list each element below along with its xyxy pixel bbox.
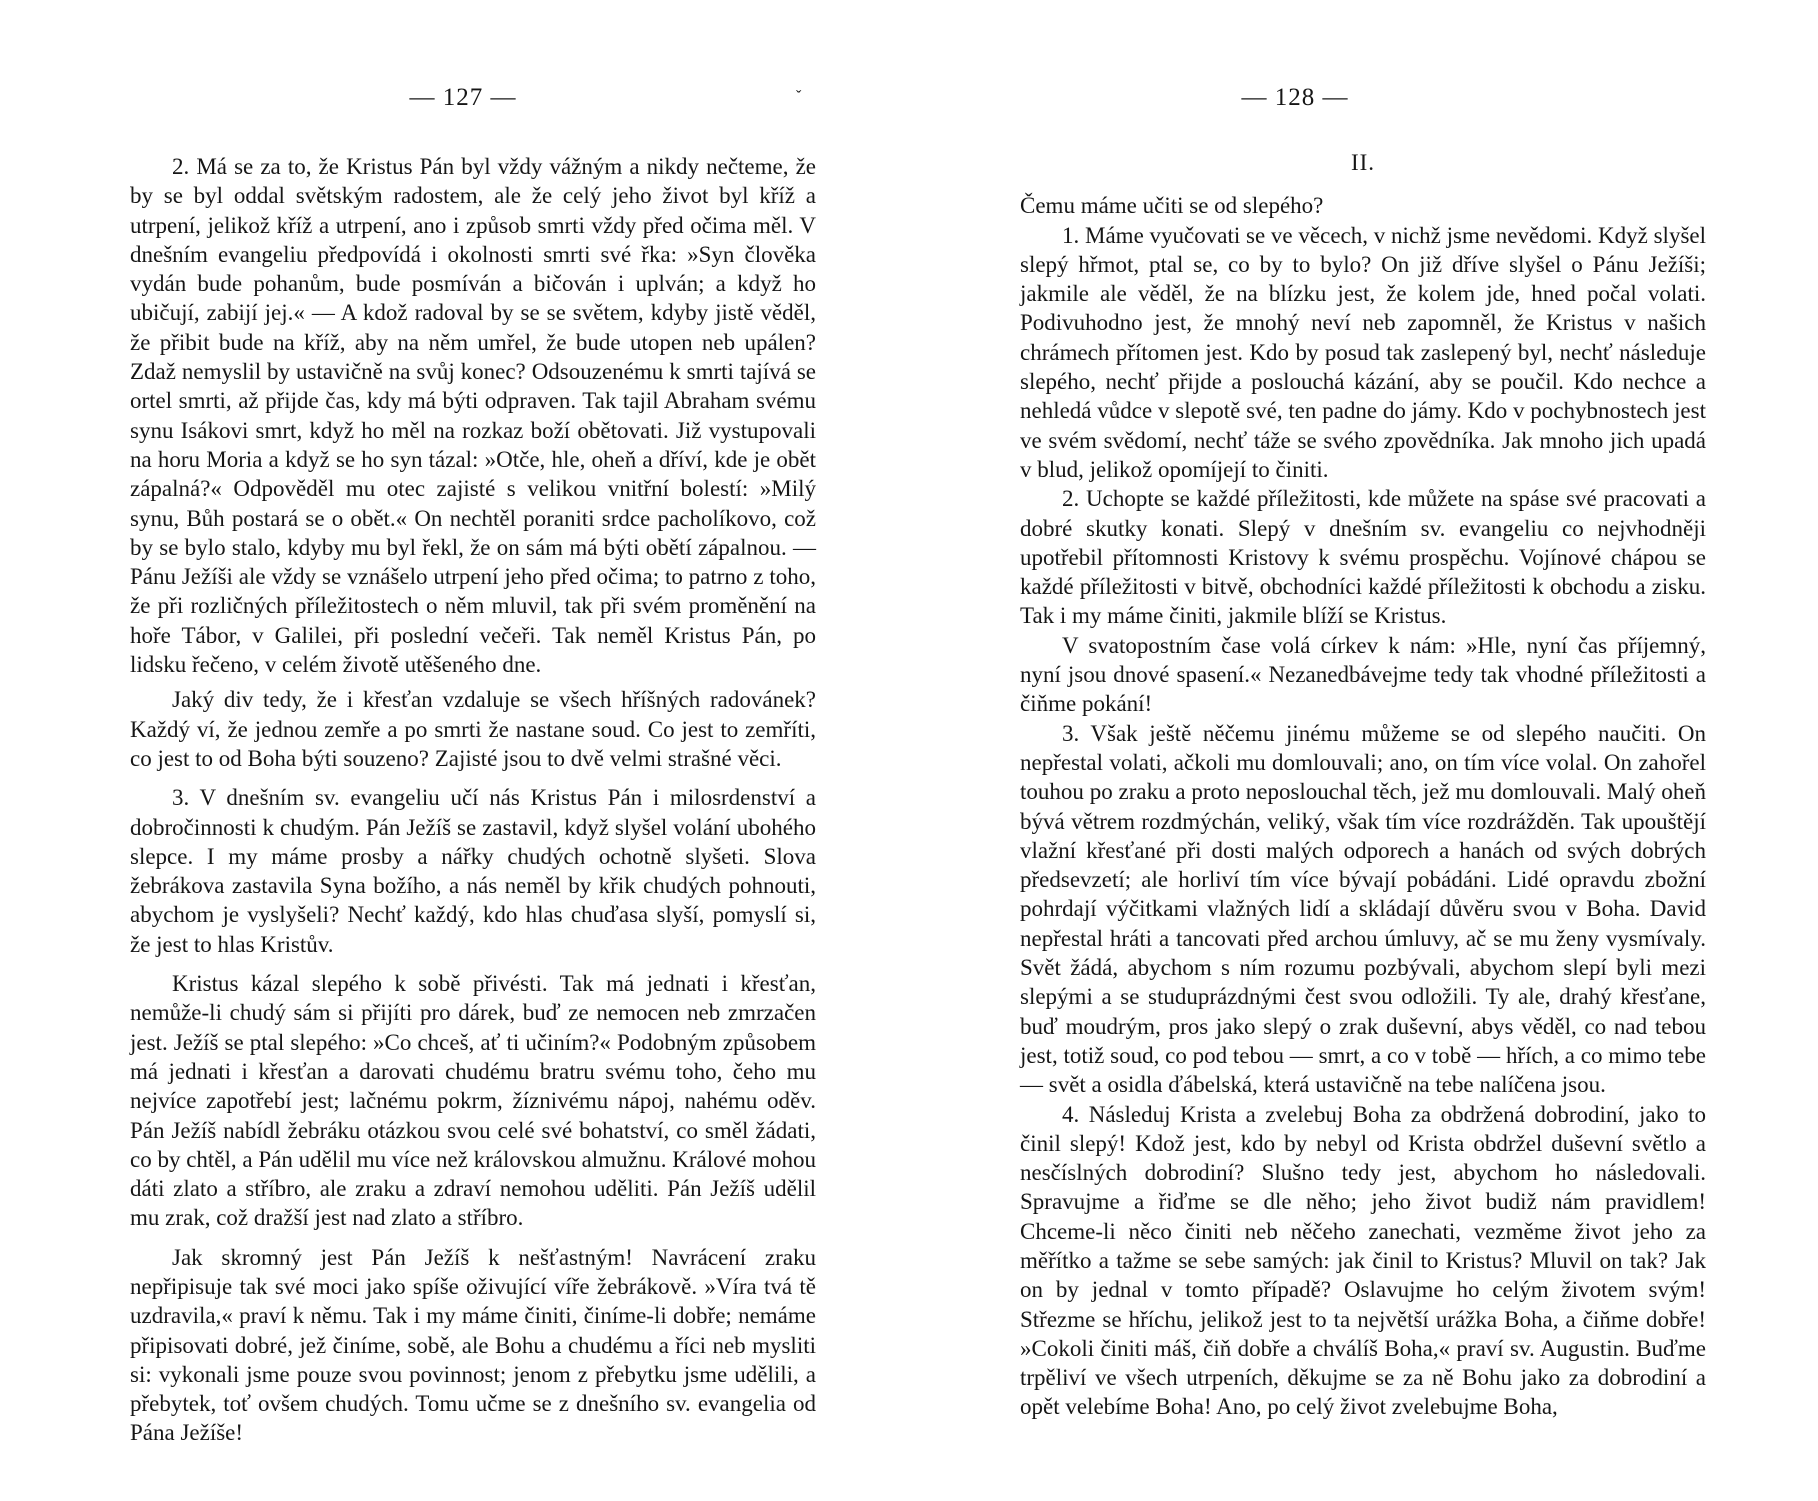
paragraph: V svatopostním čase volá církev k nám: »Hle, nyní čas příjemný, nyní jsou dnové spasení.« Nezanedbávejme tedy tak vhodné příležitosti a čiňme pokání! (1020, 632, 1706, 717)
paragraph: 2. Uchopte se každé příležitosti, kde můžete na spáse své pracovati a dobré skutky konati. Slepý v dnešním sv. evangeliu co nejvhodněji upotřebil přítomnosti Kristovy k svému prospěchu. Vojínové chápou se každé příležitosti v bitvě, obchodníci každé příležitosti k obchodu a zisku. Tak i my máme činiti, jakmile blíží se Kristus. (1020, 486, 1706, 629)
page-text (130, 152, 816, 1458)
paragraph: 3. Však ještě něčemu jinému můžeme se od slepého naučiti. On nepřestal volati, ačkoli mu domlouvali; ano, on tím více volal. On zahořel touhou po zraku a proto neposlouchal těch, jež mu domlouvali. Malý oheň bývá větrem rozdmýchán, veliký, však tím více rozdrážděn. Tak upouštějí vlažní křesťané při dosti malých odporech a hanách od svých dobrých předsevzetí; ale horliví tím více bývají pobádáni. Lidé opravdu zbožní pohrdají výčitkami vlažných lidí a skládají důvěru svou v Boha. David nepřestal hráti a tancovati před archou úmluvy, ač se mu ženy vysmívaly. Svět žádá, abychom s ním rozumu pozbývali, abychom slepí byli mezi slepými a se studuprázdnými čest svou odložili. Ty ale, drahý křesťane, buď moudrým, pros jako slepý o zrak duševní, abys věděl, co nad tebou jest, totiž soud, co pod tebou — smrt, a co v tobě — hřích, a co mimo tebe — svět a osidla ďábelská, která ustavičně na tebe nalíčena jsou. (1020, 720, 1706, 1098)
paragraph: Jaký div tedy, že i křesťan vzdaluje se všech hříšných radovánek? Každý ví, že jednou zemře a po smrti že nastane soud. Co jest to zemříti, co jest to od Boha býti souzeno? Zajisté jsou to dvě velmi strašné věci. (130, 687, 816, 771)
right-page (909, 0, 1818, 1501)
page-number: — 127 — (409, 84, 517, 111)
page-text (1020, 148, 1706, 1422)
page-number: — 128 — (1241, 84, 1349, 111)
paragraph: 4. Následuj Krista a zvelebuj Boha za obdržená dobrodiní, jako to činil slepý! Kdož jest, kdo by nebyl od Krista obdržel duševní světlo a nesčíslných dobrodiní? Slušno tedy jest, abychom ho následovali. Spravujme a řiďme se dle něho; jeho život budiž nám pravidlem! Chceme-li něco činiti neb něčeho zanechati, vezměme život jeho za měřítko a tažme se sebe samých: jak činil to Kristus? Mluvil on tak? Jak on by jednal v tomto případě? Oslavujme ho celým životem svým! Střezme se hříchu, jelikož jest to ta největší urážka Boha, a čiňme dobře! »Cokoli činiti máš, čiň dobře a chválíš Boha,« praví sv. Augustin. Buďme trpěliví ve všech utrpeních, děkujme se za ně Bohu jako za dobrodiní a opět velebíme Boha! Ano, po celý život zvelebujme Boha, (1020, 1101, 1706, 1420)
section-question: Čemu máme učiti se od slepého? (1020, 193, 1324, 219)
section-heading: II. (1350, 150, 1376, 175)
paragraph: Jak skromný jest Pán Ježíš k nešťastným! Navrácení zraku nepřipisuje tak své moci jako spíše oživující víře žebrákově. »Víra tvá tě uzdravila,« praví k němu. Tak i my máme činiti, činíme-li dobře; nemáme připisovati dobré, jež činíme, sobě, ale Bohu a chudému a říci neb mysliti si: vykonali jsme pouze svou povinnost; jenom z přebytku jsme udělili, a přebytek, toť ovšem chudých. Tomu učme se z dnešního sv. evangelia od Pána Ježíše! (130, 1244, 816, 1446)
paragraph: Kristus kázal slepého k sobě přivésti. Tak má jednati i křesťan, nemůže-li chudý sám si přijíti pro dárek, buď ze nemocen neb zmrzačen jest. Ježíš se ptal slepého: »Co chceš, ať ti učiním?« Podobným způsobem má jednati i křesťan a darovati chudému bratru svému toho, čeho mu nejvíce zapotřebí jest; lačnému pokrm, žíznivému nápoj, nahému oděv. Pán Ježíš nabídl žebráku otázkou svou celé své bohatství, co směl žádati, co by chtěl, a Pán udělil mu více než královskou almužnu. Králové mohou dáti zlato a stříbro, ale zraku a zdraví nemohou uděliti. Pán Ježíš udělil mu zrak, což dražší jest nad zlato a stříbro. (130, 971, 816, 1231)
paragraph: 2. Má se za to, že Kristus Pán byl vždy vážným a nikdy nečteme, že by se byl oddal světským radostem, ale že celý jeho život byl kříž a utrpení, jelikož kříž a utrpení, ano i způsob smrti vždy před očima měl. V dnešním evangeliu předpovídá i okolnosti smrti své řka: »Syn člověka vydán bude pohanům, bude posmíván a bičován i uplván; a když ho ubičují, zabijí jej.« — A kdož radoval by se se světem, kdyby jistě věděl, že přibit bude na kříž, aby na něm umřel, že bude utopen neb upálen? Zdaž nemyslil by ustavičně na svůj konec? Odsouzenému k smrti tajívá se ortel smrti, až přijde čas, kdy má býti odpraven. Tak tajil Abraham svému synu Isákovi smrt, když ho měl na rozkaz boží obětovati. Již vystupovali na horu Moria a když se ho syn tázal: »Otče, hle, oheň a dříví, kde je obět zápalná?« Odpověděl mu otec zajisté s velikou vnitřní bolestí: »Milý synu, Bůh postará se o obět.« On nechtěl poraniti srdce pacholíkovo, což by se bylo stalo, kdyby mu byl řekl, že on sám má býti obětí zápalnou. — Pánu Ježíši ale vždy se vznášelo utrpení jeho před očima; to patrno z toho, že při rozličných příležitostech o něm mluvil, tak při svém proměnění na hoře Tábor, v Galilei, při poslední večeři. Tak neměl Kristus Pán, po lidsku řečeno, v celém životě utěšeného dne. (130, 154, 816, 678)
paragraph: 3. V dnešním sv. evangeliu učí nás Kristus Pán i milosrdenství a dobročinnosti k chudým. Pán Ježíš se zastavil, když slyšel volání ubohého slepce. I my máme prosby a nářky chudých ochotně slyšeti. Slova žebrákova zastavila Syna božího, a nás neměl by křik chudých pohnouti, abychom je vyslyšeli? Nechť každý, kdo hlas chuďasa slyší, pomyslí si, že jest to hlas Kristův. (130, 785, 816, 957)
page-mark: ˇ (796, 88, 802, 105)
paragraph: 1. Máme vyučovati se ve věcech, v nichž jsme nevědomi. Když slyšel slepý hřmot, ptal se, co by to bylo? On již dříve slyšel o Pánu Ježíši; jakmile ale věděl, že na blízku jest, že kolem jde, hned počal volati. Podivuhodno jest, že mnohý neví neb zapomněl, že Kristus v našich chrámech přítomen jest. Kdo by posud tak zaslepený byl, nechť následuje slepého, nechť přijde a poslouchá kázání, aby se poučil. Kdo nechce a nehledá vůdce v slepotě své, ten padne do jámy. Kdo v pochybnostech jest ve svém svědomí, nechť táže se svého zpovědníka. Jak mnoho jich upadá v blud, jelikož opomíjejí to činiti. (1020, 222, 1706, 482)
